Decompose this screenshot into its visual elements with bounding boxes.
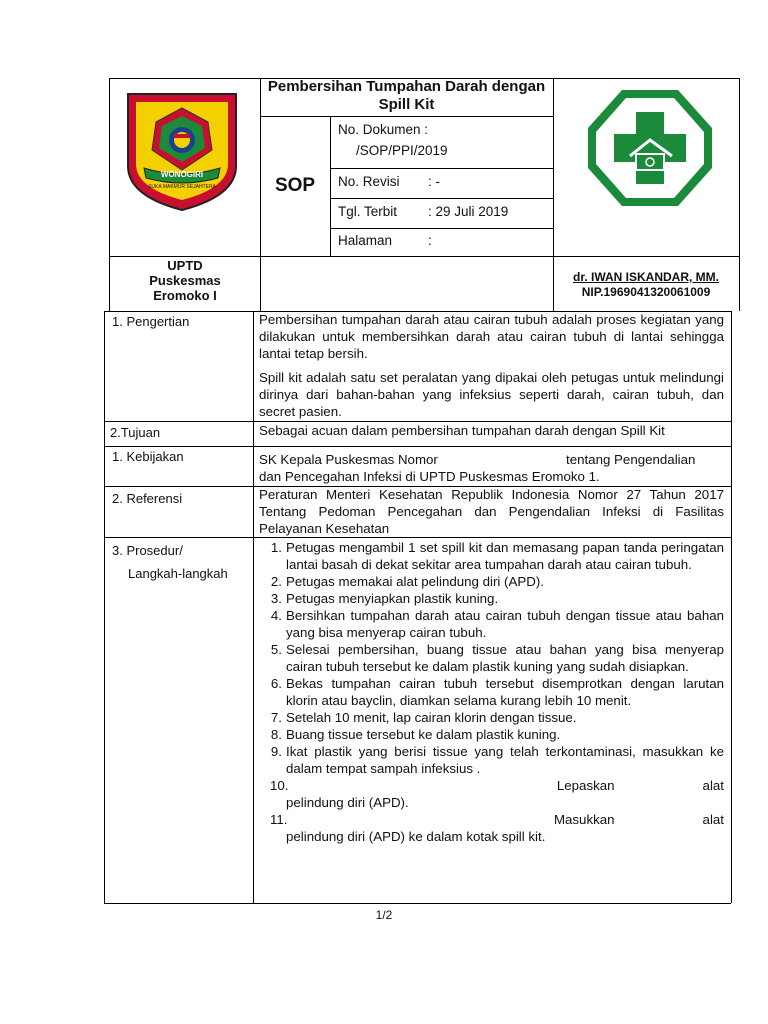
pengertian-label: 1. Pengertian — [112, 314, 190, 329]
regency-logo — [122, 88, 242, 214]
kebijakan-text-2: dan Pencegahan Infeksi di UPTD Puskesmas Eromoko 1. — [259, 469, 600, 484]
step-number: 2. — [270, 574, 282, 589]
tujuan-text: Sebagai acuan dalam pembersihan tumpahan darah dengan Spill Kit — [259, 423, 665, 438]
step-number: 6. — [270, 676, 282, 691]
step-text: alat — [702, 778, 724, 793]
org-line-1: UPTD — [167, 258, 203, 273]
step-text: Setelah 10 menit, lap cairan klorin dengan tissue. — [286, 710, 577, 725]
referensi-text: Peraturan Menteri Kesehatan Republik Indonesia Nomor 27 Tahun 2017 Tentang Pedoman Pencegahan dan Pengendalian Infeksi di Fasilitas Pelayanan Kesehatan — [259, 487, 724, 536]
step-number: 5. — [270, 642, 282, 657]
step-text: Petugas menyiapkan plastik kuning. — [286, 591, 499, 606]
organization-name — [110, 258, 260, 303]
step-number: 10. — [270, 778, 289, 793]
step-text: pelindung diri (APD) ke dalam kotak spill kit. — [286, 829, 546, 844]
step-item — [262, 573, 724, 590]
step-number: 9. — [270, 744, 282, 759]
puskesmas-logo — [586, 88, 714, 208]
prosedur-label-1: 3. Prosedur/ — [112, 543, 183, 558]
pengertian-paragraph-2: Spill kit adalah satu set peralatan yang dipakai oleh petugas untuk melindungi dirinya dari bahan-bahan yang infeksius seperti darah, cairan tubuh, dan secret pasien. — [259, 370, 724, 419]
pengertian-paragraph-1: Pembersihan tumpahan darah atau cairan tubuh adalah proses kegiatan yang dilakukan untuk membersihkan darah atau cairan tubuh di lantai sehingga lantai tetap bersih. — [259, 312, 724, 361]
procedure-steps — [262, 539, 724, 845]
org-line-3: Eromoko I — [153, 288, 217, 303]
kebijakan-label: 1. Kebijakan — [112, 449, 184, 464]
referensi-label: 2. Referensi — [112, 491, 183, 506]
step-item — [262, 675, 724, 709]
org-line-2: Puskesmas — [149, 273, 221, 288]
step-item — [262, 709, 724, 726]
sop-label: SOP — [274, 175, 316, 196]
step-text: Bersihkan tumpahan darah atau cairan tubuh dengan tissue atau bahan yang bisa menyerap cairan tubuh. — [286, 608, 724, 640]
step-text: alat — [702, 812, 724, 827]
document-title: Pembersihan Tumpahan Darah dengan Spill Kit — [267, 78, 546, 113]
step-text: Masukkan — [553, 812, 615, 827]
step-number: 8. — [270, 727, 282, 742]
step-item — [262, 777, 724, 811]
kebijakan-text-1a: SK Kepala Puskesmas Nomor — [259, 452, 438, 467]
step-item — [262, 641, 724, 675]
signer-block — [556, 270, 736, 300]
signer-nip: NIP.1969041320061009 — [581, 285, 711, 299]
doc-number-label: No. Dokumen : — [338, 122, 429, 137]
step-text: Selesai pembersihan, buang tissue atau bahan yang bisa menyerap cairan tubuh tersebut ke dalam plastik kuning yang sudah disiapkan. — [286, 642, 724, 674]
kebijakan-text-1b: tentang Pengendalian — [566, 452, 696, 467]
step-text: pelindung diri (APD). — [286, 795, 409, 810]
date-label: Tgl. Terbit — [338, 204, 398, 219]
signer-name: dr. IWAN ISKANDAR, MM. — [573, 270, 719, 284]
doc-number-value: /SOP/PPI/2019 — [356, 143, 448, 158]
step-text: Petugas memakai alat pelindung diri (APD). — [286, 574, 544, 589]
step-text: Bekas tumpahan cairan tubuh tersebut disemprotkan dengan larutan klorin atau bayclin, diamkan selama kurang lebih 10 menit. — [286, 676, 724, 708]
step-number: 7. — [270, 710, 282, 725]
page-label: Halaman — [338, 233, 393, 248]
step-item — [262, 726, 724, 743]
step-item — [262, 590, 724, 607]
step-item — [262, 607, 724, 641]
revision-value: : - — [428, 174, 440, 189]
step-number: 4. — [270, 608, 282, 623]
step-item — [262, 811, 724, 845]
step-text: Petugas mengambil 1 set spill kit dan memasang papan tanda peringatan lantai basah di dekat sekitar area tumpahan darah atau cairan tubuh. — [286, 540, 724, 572]
step-number: 1. — [270, 540, 282, 555]
step-number: 3. — [270, 591, 282, 606]
logo-banner-text: WONOGIRI — [160, 170, 204, 179]
step-text: Lepaskan — [556, 778, 615, 793]
page-value: : — [428, 233, 432, 248]
step-number: 11. — [270, 812, 288, 827]
step-text: Ikat plastik yang berisi tissue yang telah terkontaminasi, masukkan ke dalam tempat sampah infeksius . — [286, 744, 724, 776]
revision-label: No. Revisi — [338, 174, 400, 189]
step-text: Buang tissue tersebut ke dalam plastik kuning. — [286, 727, 561, 742]
tujuan-label: 2.Tujuan — [110, 425, 161, 440]
step-item — [262, 539, 724, 573]
date-value: : 29 Juli 2019 — [428, 204, 509, 219]
step-item — [262, 743, 724, 777]
logo-motto-text: SUKA MAKMUR SEJAHTERA — [148, 184, 216, 190]
page-number: 1/2 — [375, 908, 393, 922]
prosedur-label-2: Langkah-langkah — [128, 566, 228, 581]
